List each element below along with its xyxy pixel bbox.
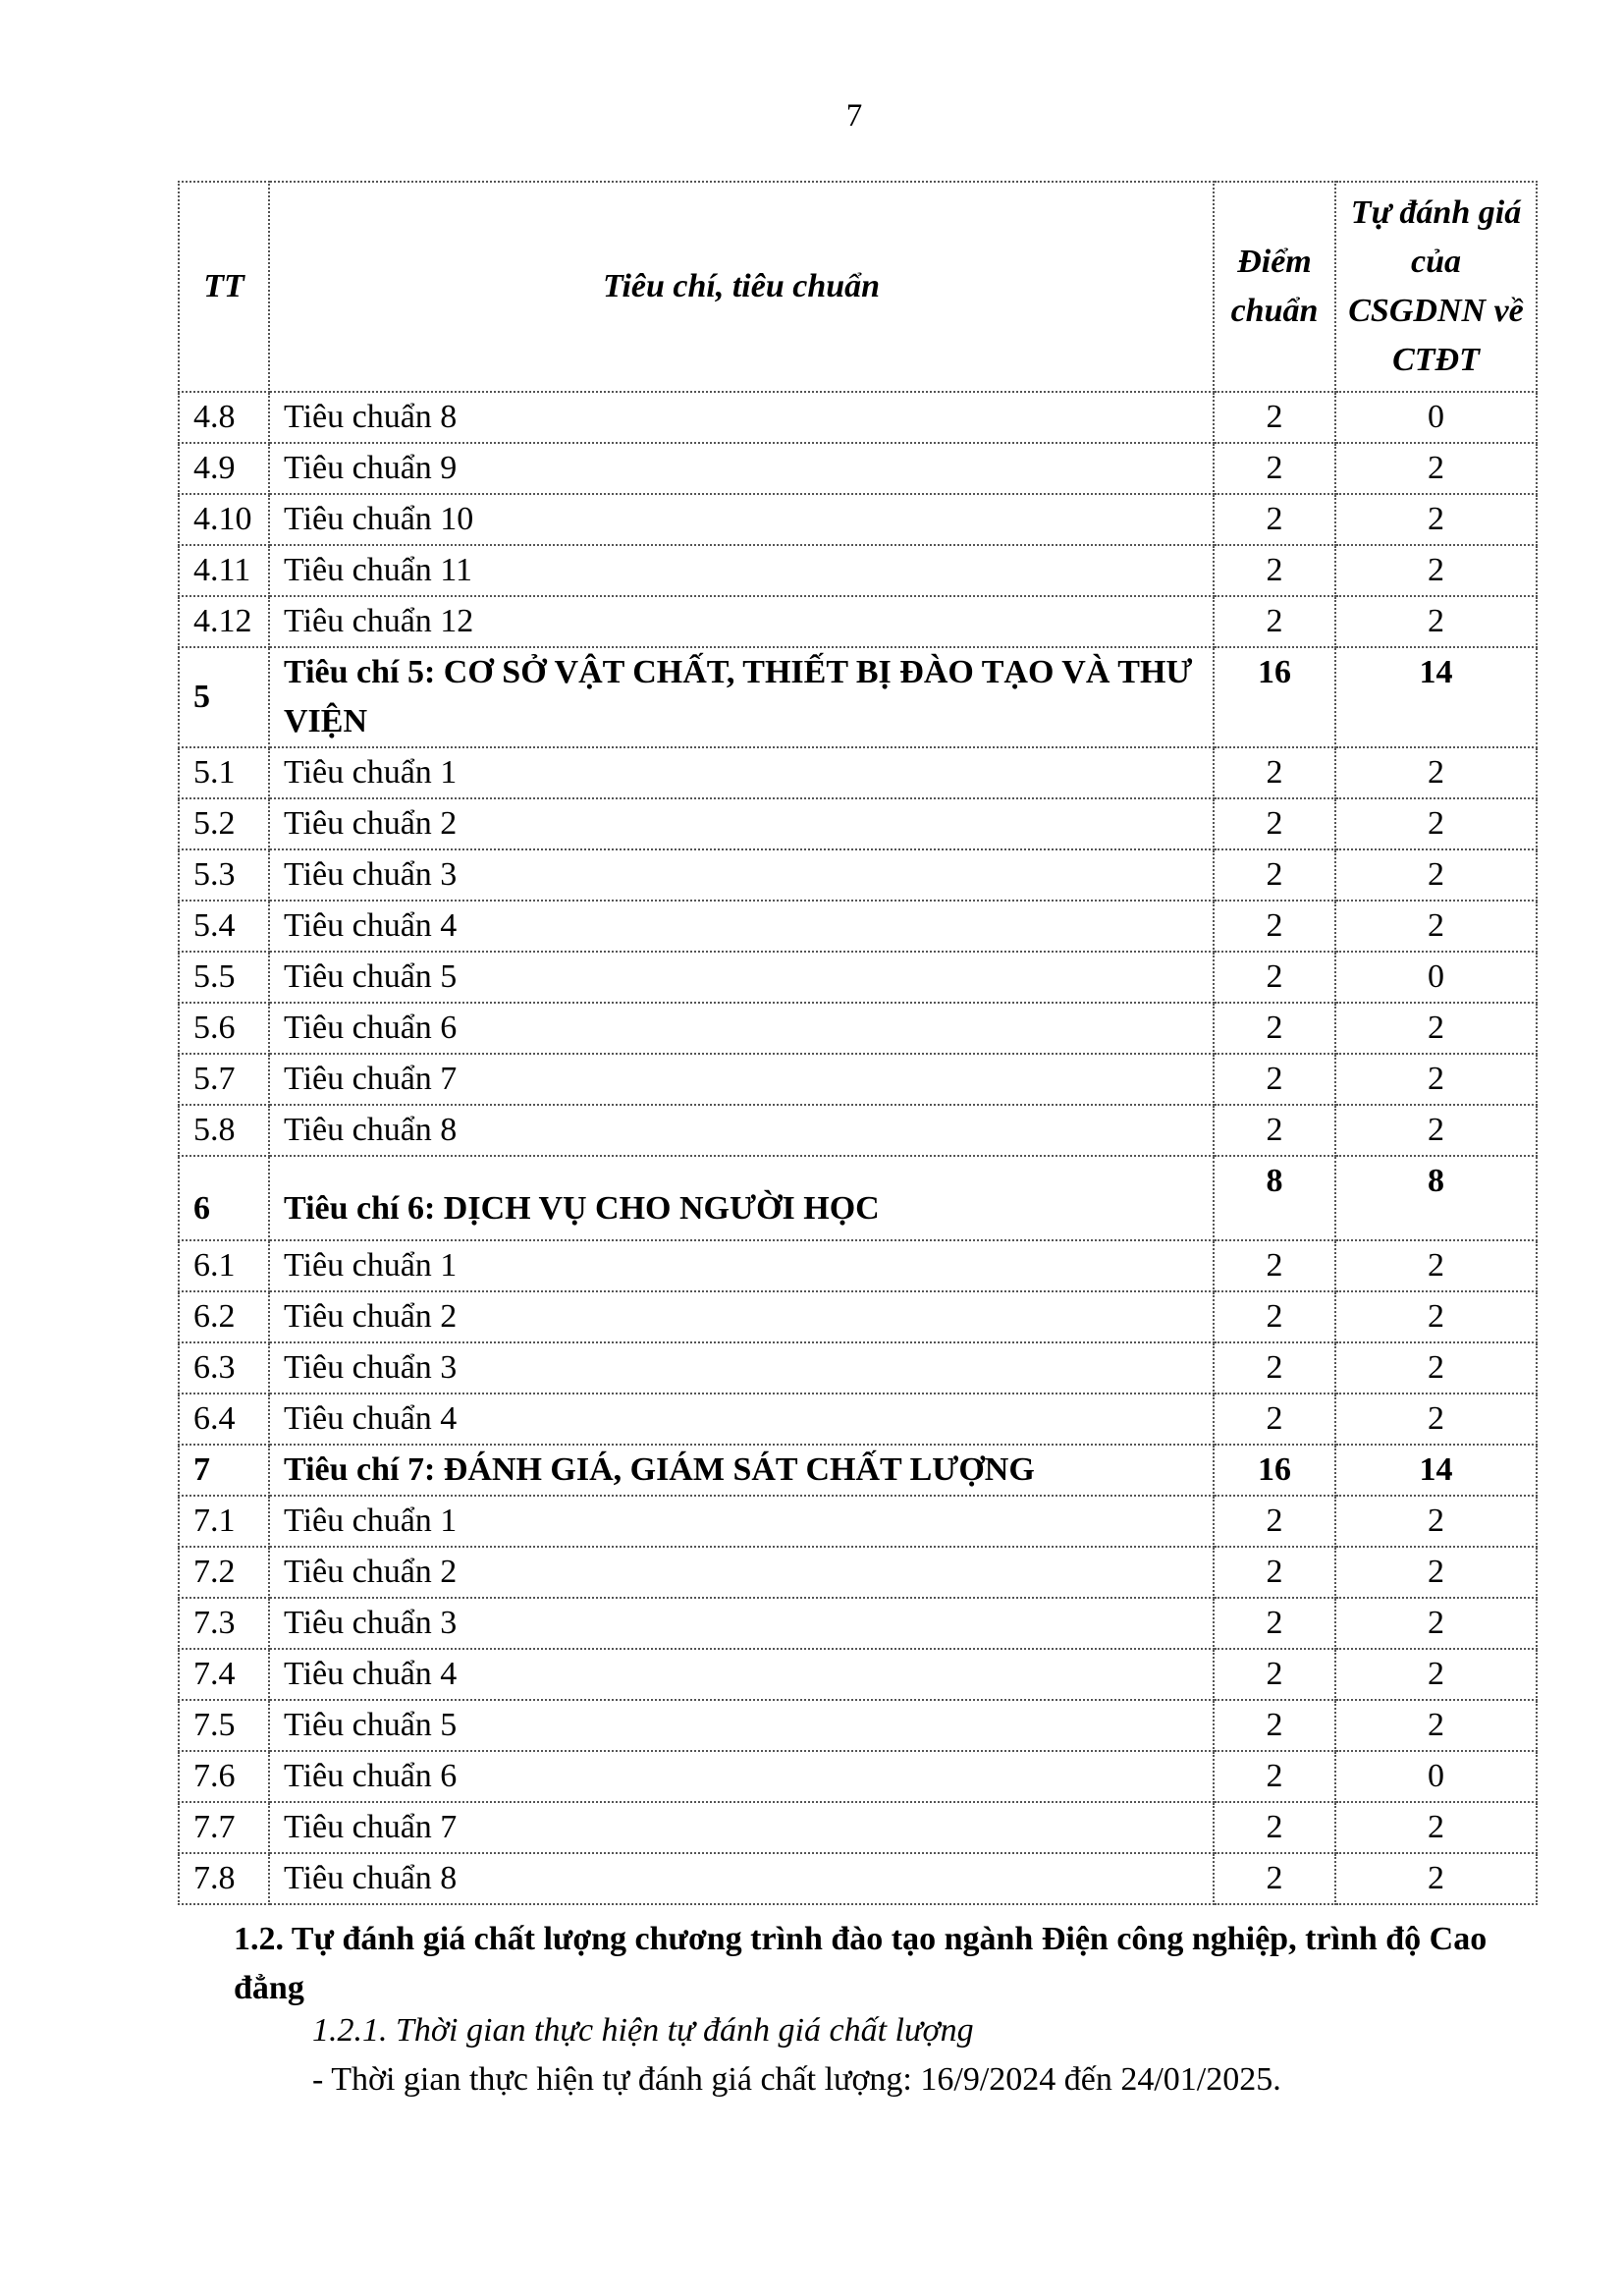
row-base-score: 2 [1214, 849, 1335, 901]
row-name: Tiêu chuẩn 5 [269, 952, 1214, 1003]
standard-row [179, 1003, 1537, 1054]
row-self-score: 0 [1335, 1751, 1537, 1802]
row-tt: 7.2 [179, 1547, 269, 1598]
row-tt: 7.4 [179, 1649, 269, 1700]
row-tt: 7.1 [179, 1496, 269, 1547]
row-tt: 4.12 [179, 596, 269, 647]
row-self-score: 2 [1335, 1496, 1537, 1547]
row-self-score: 2 [1335, 1394, 1537, 1445]
standard-row [179, 443, 1537, 494]
row-base-score: 2 [1214, 494, 1335, 545]
standard-row [179, 596, 1537, 647]
row-name: Tiêu chuẩn 4 [269, 901, 1214, 952]
subsection-heading: 1.2.1. Thời gian thực hiện tự đánh giá chất lượng [312, 2012, 974, 2049]
row-tt: 5 [179, 647, 269, 747]
row-base-score: 2 [1214, 1291, 1335, 1342]
row-self-score: 0 [1335, 392, 1537, 443]
row-tt: 5.5 [179, 952, 269, 1003]
row-self-score: 2 [1335, 1547, 1537, 1598]
row-name: Tiêu chuẩn 9 [269, 443, 1214, 494]
row-tt: 5.2 [179, 798, 269, 849]
criterion-row [179, 1156, 1537, 1240]
row-base-score: 2 [1214, 901, 1335, 952]
row-base-score: 2 [1214, 1105, 1335, 1156]
row-name: Tiêu chuẩn 3 [269, 849, 1214, 901]
row-self-score: 2 [1335, 1853, 1537, 1904]
row-self-score: 14 [1335, 647, 1537, 747]
row-tt: 6 [179, 1156, 269, 1240]
row-name: Tiêu chuẩn 8 [269, 1105, 1214, 1156]
header-self-score: Tự đánh giá của CSGDNN về CTĐT [1335, 182, 1537, 392]
row-base-score: 2 [1214, 1342, 1335, 1394]
row-self-score: 2 [1335, 1802, 1537, 1853]
row-name: Tiêu chuẩn 1 [269, 1240, 1214, 1291]
row-self-score: 2 [1335, 1240, 1537, 1291]
row-base-score: 2 [1214, 1700, 1335, 1751]
row-name: Tiêu chuẩn 3 [269, 1598, 1214, 1649]
standard-row [179, 901, 1537, 952]
section-heading: 1.2. Tự đánh giá chất lượng chương trình đào tạo ngành Điện công nghiệp, trình độ Cao đẳng [234, 1921, 1488, 2006]
row-name: Tiêu chuẩn 6 [269, 1003, 1214, 1054]
row-tt: 5.4 [179, 901, 269, 952]
row-tt: 4.11 [179, 545, 269, 596]
row-base-score: 2 [1214, 1240, 1335, 1291]
row-tt: 5.3 [179, 849, 269, 901]
standard-row [179, 1105, 1537, 1156]
row-self-score: 2 [1335, 1291, 1537, 1342]
standard-row [179, 952, 1537, 1003]
row-base-score: 2 [1214, 1496, 1335, 1547]
row-name: Tiêu chuẩn 11 [269, 545, 1214, 596]
table-header-row [179, 182, 1537, 392]
standard-row [179, 392, 1537, 443]
page-number: 7 [845, 98, 863, 134]
row-self-score: 2 [1335, 1649, 1537, 1700]
row-self-score: 2 [1335, 1598, 1537, 1649]
row-base-score: 16 [1214, 1445, 1335, 1496]
row-tt: 7.5 [179, 1700, 269, 1751]
standard-row [179, 1291, 1537, 1342]
row-base-score: 2 [1214, 952, 1335, 1003]
row-tt: 6.1 [179, 1240, 269, 1291]
row-base-score: 2 [1214, 1598, 1335, 1649]
row-base-score: 2 [1214, 798, 1335, 849]
row-tt: 7.7 [179, 1802, 269, 1853]
row-tt: 7.8 [179, 1853, 269, 1904]
row-name: Tiêu chuẩn 8 [269, 1853, 1214, 1904]
standard-row [179, 1054, 1537, 1105]
standard-row [179, 798, 1537, 849]
row-name: Tiêu chuẩn 12 [269, 596, 1214, 647]
row-tt: 5.8 [179, 1105, 269, 1156]
row-base-score: 2 [1214, 1751, 1335, 1802]
row-self-score: 8 [1335, 1156, 1537, 1240]
row-base-score: 16 [1214, 647, 1335, 747]
row-name: Tiêu chuẩn 7 [269, 1054, 1214, 1105]
row-base-score: 2 [1214, 545, 1335, 596]
row-self-score: 2 [1335, 494, 1537, 545]
row-self-score: 14 [1335, 1445, 1537, 1496]
row-tt: 4.8 [179, 392, 269, 443]
row-tt: 6.4 [179, 1394, 269, 1445]
row-name: Tiêu chí 7: ĐÁNH GIÁ, GIÁM SÁT CHẤT LƯỢNG [269, 1445, 1214, 1496]
row-name: Tiêu chuẩn 4 [269, 1394, 1214, 1445]
row-name: Tiêu chuẩn 3 [269, 1342, 1214, 1394]
criterion-row [179, 1445, 1537, 1496]
row-self-score: 2 [1335, 1700, 1537, 1751]
row-self-score: 0 [1335, 952, 1537, 1003]
row-base-score: 2 [1214, 1547, 1335, 1598]
row-base-score: 2 [1214, 1853, 1335, 1904]
standard-row [179, 1649, 1537, 1700]
header-tt: TT [179, 182, 269, 392]
row-name: Tiêu chuẩn 2 [269, 1547, 1214, 1598]
row-name: Tiêu chuẩn 7 [269, 1802, 1214, 1853]
standard-row [179, 1751, 1537, 1802]
row-tt: 6.2 [179, 1291, 269, 1342]
row-name: Tiêu chuẩn 2 [269, 1291, 1214, 1342]
row-self-score: 2 [1335, 443, 1537, 494]
row-tt: 7 [179, 1445, 269, 1496]
row-tt: 5.1 [179, 747, 269, 798]
row-name: Tiêu chí 6: DỊCH VỤ CHO NGƯỜI HỌC [269, 1156, 1214, 1240]
row-tt: 5.7 [179, 1054, 269, 1105]
row-self-score: 2 [1335, 596, 1537, 647]
standard-row [179, 1547, 1537, 1598]
standard-row [179, 1700, 1537, 1751]
row-base-score: 2 [1214, 747, 1335, 798]
row-base-score: 2 [1214, 392, 1335, 443]
row-base-score: 2 [1214, 1649, 1335, 1700]
row-self-score: 2 [1335, 747, 1537, 798]
row-name: Tiêu chuẩn 4 [269, 1649, 1214, 1700]
header-base-score: Điểm chuẩn [1214, 182, 1335, 392]
row-base-score: 2 [1214, 443, 1335, 494]
row-self-score: 2 [1335, 1105, 1537, 1156]
row-base-score: 2 [1214, 596, 1335, 647]
standard-row [179, 747, 1537, 798]
row-base-score: 2 [1214, 1394, 1335, 1445]
row-self-score: 2 [1335, 1342, 1537, 1394]
row-self-score: 2 [1335, 849, 1537, 901]
row-self-score: 2 [1335, 1003, 1537, 1054]
criterion-row [179, 647, 1537, 747]
standard-row [179, 1598, 1537, 1649]
row-name: Tiêu chí 5: CƠ SỞ VẬT CHẤT, THIẾT BỊ ĐÀO TẠO VÀ THƯ VIỆN [269, 647, 1214, 747]
row-name: Tiêu chuẩn 10 [269, 494, 1214, 545]
row-base-score: 8 [1214, 1156, 1335, 1240]
standard-row [179, 1496, 1537, 1547]
row-tt: 7.6 [179, 1751, 269, 1802]
row-base-score: 2 [1214, 1054, 1335, 1105]
row-base-score: 2 [1214, 1802, 1335, 1853]
table-body [179, 392, 1537, 1904]
header-criteria: Tiêu chí, tiêu chuẩn [269, 182, 1214, 392]
standard-row [179, 1240, 1537, 1291]
row-self-score: 2 [1335, 901, 1537, 952]
row-tt: 4.9 [179, 443, 269, 494]
row-tt: 5.6 [179, 1003, 269, 1054]
row-base-score: 2 [1214, 1003, 1335, 1054]
row-tt: 6.3 [179, 1342, 269, 1394]
standard-row [179, 494, 1537, 545]
row-name: Tiêu chuẩn 1 [269, 1496, 1214, 1547]
row-tt: 7.3 [179, 1598, 269, 1649]
row-self-score: 2 [1335, 545, 1537, 596]
criteria-table [178, 181, 1538, 1905]
standard-row [179, 1853, 1537, 1904]
standard-row [179, 545, 1537, 596]
standard-row [179, 1802, 1537, 1853]
row-self-score: 2 [1335, 798, 1537, 849]
row-name: Tiêu chuẩn 1 [269, 747, 1214, 798]
row-self-score: 2 [1335, 1054, 1537, 1105]
standard-row [179, 1342, 1537, 1394]
row-name: Tiêu chuẩn 8 [269, 392, 1214, 443]
body-text: - Thời gian thực hiện tự đánh giá chất lượng: 16/9/2024 đến 24/01/2025. [312, 2061, 1281, 2098]
row-name: Tiêu chuẩn 5 [269, 1700, 1214, 1751]
standard-row [179, 849, 1537, 901]
row-name: Tiêu chuẩn 6 [269, 1751, 1214, 1802]
row-tt: 4.10 [179, 494, 269, 545]
standard-row [179, 1394, 1537, 1445]
row-name: Tiêu chuẩn 2 [269, 798, 1214, 849]
